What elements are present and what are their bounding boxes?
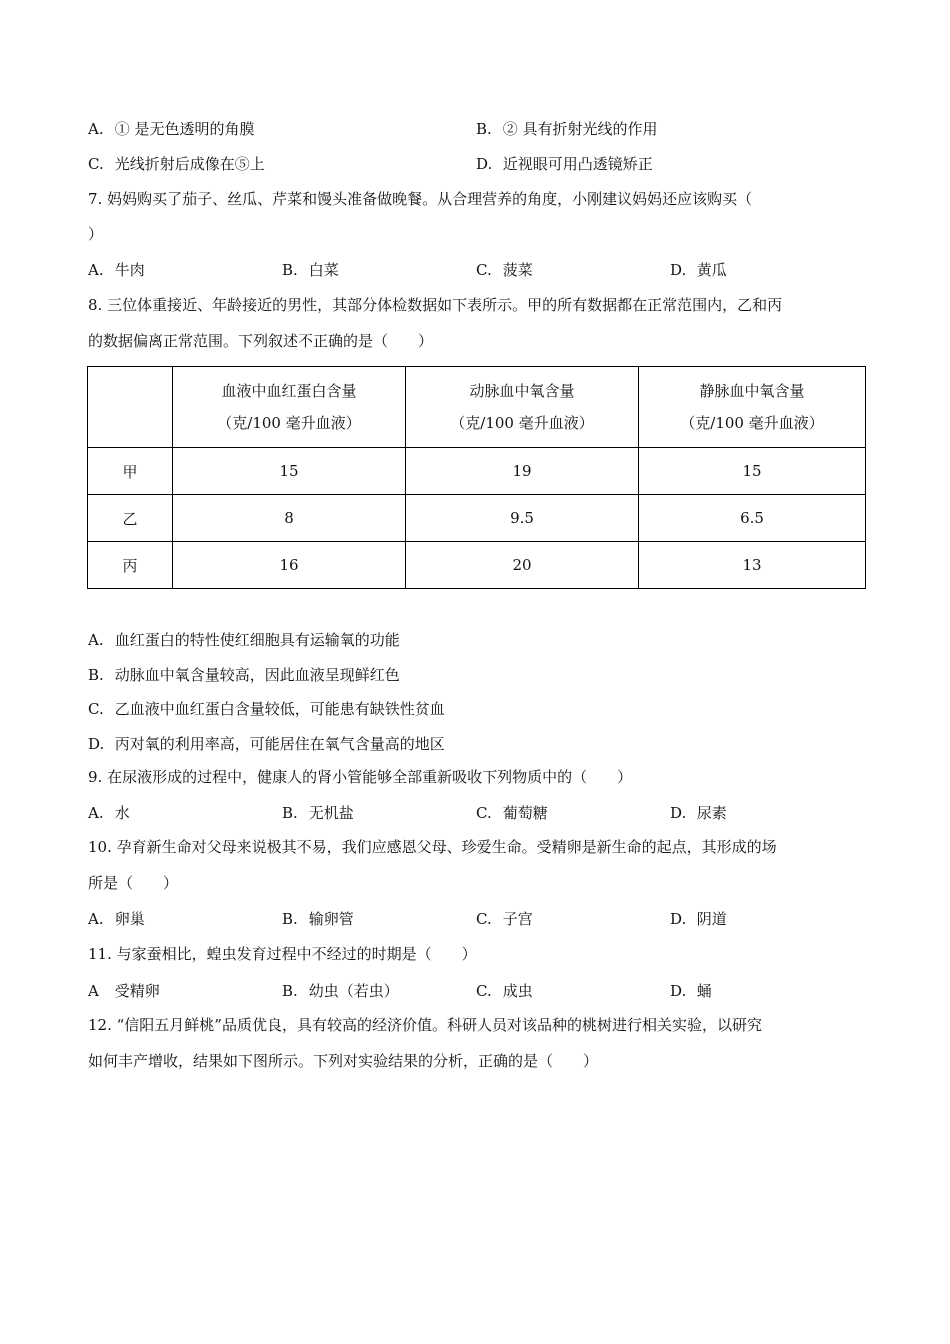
q6-option-d <box>476 154 653 174</box>
q11-option-c <box>476 981 533 1001</box>
q9-option-c <box>476 803 548 823</box>
option-letter: C. <box>476 261 492 279</box>
q8-option-c <box>88 699 445 719</box>
table-header-cell: 动脉血中氧含量 （克/100 毫升血液） <box>406 367 639 448</box>
q6-option-c <box>88 154 265 174</box>
option-letter: C. <box>476 982 492 1000</box>
option-letter: C. <box>476 804 492 822</box>
q6-option-b <box>476 119 658 139</box>
q7-stem-line2: ） <box>88 225 104 243</box>
option-letter: D. <box>670 982 687 1000</box>
q11-option-b <box>282 981 399 1001</box>
option-text: 动脉血中氧含量较高，因此血液呈现鲜红色 <box>114 666 400 684</box>
q9-option-a <box>88 803 130 823</box>
q12-stem-line2: 如何丰产增收，结果如下图所示。下列对实验结果的分析，正确的是（ ） <box>88 1052 599 1070</box>
q7-stem-line1: 7. 妈妈购买了茄子、丝瓜、芹菜和馒头准备做晚餐。从合理营养的角度，小刚建议妈妈还应该购买（ <box>88 190 753 208</box>
option-letter: C. <box>88 700 104 718</box>
q8-option-a <box>88 630 400 650</box>
table-row-label: 乙 <box>88 495 173 542</box>
q9-option-d <box>670 803 727 823</box>
table-cell: 15 <box>173 448 406 495</box>
q7-option-d <box>670 260 727 280</box>
table-row <box>88 495 866 542</box>
option-text: 菠菜 <box>502 261 533 279</box>
table-cell: 13 <box>639 542 866 589</box>
q10-stem-line2: 所是（ ） <box>88 874 179 892</box>
option-text: 光线折射后成像在⑤上 <box>114 155 265 173</box>
option-letter: A. <box>88 631 104 649</box>
table-cell: 9.5 <box>406 495 639 542</box>
table-cell: 16 <box>173 542 406 589</box>
option-letter: D. <box>670 910 687 928</box>
q10-option-c <box>476 909 533 929</box>
table-cell: 19 <box>406 448 639 495</box>
option-letter: C. <box>476 910 492 928</box>
option-letter: D. <box>476 155 493 173</box>
option-text: 尿素 <box>696 804 727 822</box>
option-letter: B. <box>476 120 492 138</box>
option-text: 水 <box>114 804 130 822</box>
q8-stem-line2: 的数据偏离正常范围。下列叙述不正确的是（ ） <box>88 332 434 350</box>
table-header-cell: 血液中血红蛋白含量 （克/100 毫升血液） <box>173 367 406 448</box>
health-data-table <box>87 366 866 589</box>
option-text: ① 是无色透明的角膜 <box>114 120 255 138</box>
option-letter: D. <box>670 261 687 279</box>
table-row-label: 丙 <box>88 542 173 589</box>
option-letter: B. <box>88 666 104 684</box>
option-letter: A. <box>88 120 104 138</box>
q8-stem-line1: 8. 三位体重接近、年龄接近的男性，其部分体检数据如下表所示。甲的所有数据都在正常范围内，乙和丙 <box>88 296 783 314</box>
q7-option-b <box>282 260 339 280</box>
option-text: 卵巢 <box>114 910 145 928</box>
q11-option-a <box>88 981 160 1001</box>
option-text: 阴道 <box>696 910 727 928</box>
q7-option-a <box>88 260 145 280</box>
table-header-row <box>88 367 866 448</box>
option-text: 乙血液中血红蛋白含量较低，可能患有缺铁性贫血 <box>114 700 445 718</box>
option-text: 黄瓜 <box>696 261 727 279</box>
option-text: 蛹 <box>696 982 712 1000</box>
q12-stem-line1: 12. “信阳五月鲜桃”品质优良，具有较高的经济价值。科研人员对该品种的桃树进行相关实验，以研究 <box>88 1016 762 1034</box>
option-letter: A. <box>88 804 104 822</box>
q10-option-a <box>88 909 145 929</box>
table-cell: 8 <box>173 495 406 542</box>
option-letter: C. <box>88 155 104 173</box>
option-text: 近视眼可用凸透镜矫正 <box>502 155 653 173</box>
option-letter: D. <box>670 804 687 822</box>
q9-option-b <box>282 803 354 823</box>
q8-option-d <box>88 734 445 754</box>
q6-option-a <box>88 119 255 139</box>
option-text: 血红蛋白的特性使红细胞具有运输氧的功能 <box>114 631 400 649</box>
q9-stem: 9. 在尿液形成的过程中，健康人的肾小管能够全部重新吸收下列物质中的（ ） <box>88 768 633 786</box>
table-row <box>88 542 866 589</box>
q11-option-d <box>670 981 712 1001</box>
option-letter: D. <box>88 735 105 753</box>
option-text: 输卵管 <box>308 910 354 928</box>
table-row-label: 甲 <box>88 448 173 495</box>
q10-option-b <box>282 909 354 929</box>
q8-option-b <box>88 665 400 685</box>
table-cell: 15 <box>639 448 866 495</box>
q10-option-d <box>670 909 727 929</box>
option-text: 丙对氧的利用率高，可能居住在氧气含量高的地区 <box>114 735 445 753</box>
option-letter: B. <box>282 910 298 928</box>
option-letter: B. <box>282 804 298 822</box>
q7-option-c <box>476 260 533 280</box>
option-letter: B. <box>282 982 298 1000</box>
option-text: ② 具有折射光线的作用 <box>502 120 658 138</box>
option-letter: A. <box>88 910 104 928</box>
table-row <box>88 448 866 495</box>
option-text: 受精卵 <box>114 982 160 1000</box>
option-text: 子宫 <box>502 910 533 928</box>
option-text: 幼虫（若虫） <box>308 982 399 1000</box>
q10-stem-line1: 10. 孕育新生命对父母来说极其不易，我们应感恩父母、珍爱生命。受精卵是新生命的起点，其形成的场 <box>88 838 777 856</box>
option-text: 成虫 <box>502 982 533 1000</box>
table-corner-cell <box>88 367 173 448</box>
table-header-cell: 静脉血中氧含量 （克/100 毫升血液） <box>639 367 866 448</box>
table-cell: 6.5 <box>639 495 866 542</box>
option-letter: B. <box>282 261 298 279</box>
table-cell: 20 <box>406 542 639 589</box>
option-text: 无机盐 <box>308 804 354 822</box>
option-text: 牛肉 <box>114 261 145 279</box>
option-text: 葡萄糖 <box>502 804 548 822</box>
q11-stem: 11. 与家蚕相比，蝗虫发育过程中不经过的时期是（ ） <box>88 945 477 963</box>
option-letter: A <box>88 982 99 1000</box>
option-letter: A. <box>88 261 104 279</box>
option-text: 白菜 <box>308 261 339 279</box>
